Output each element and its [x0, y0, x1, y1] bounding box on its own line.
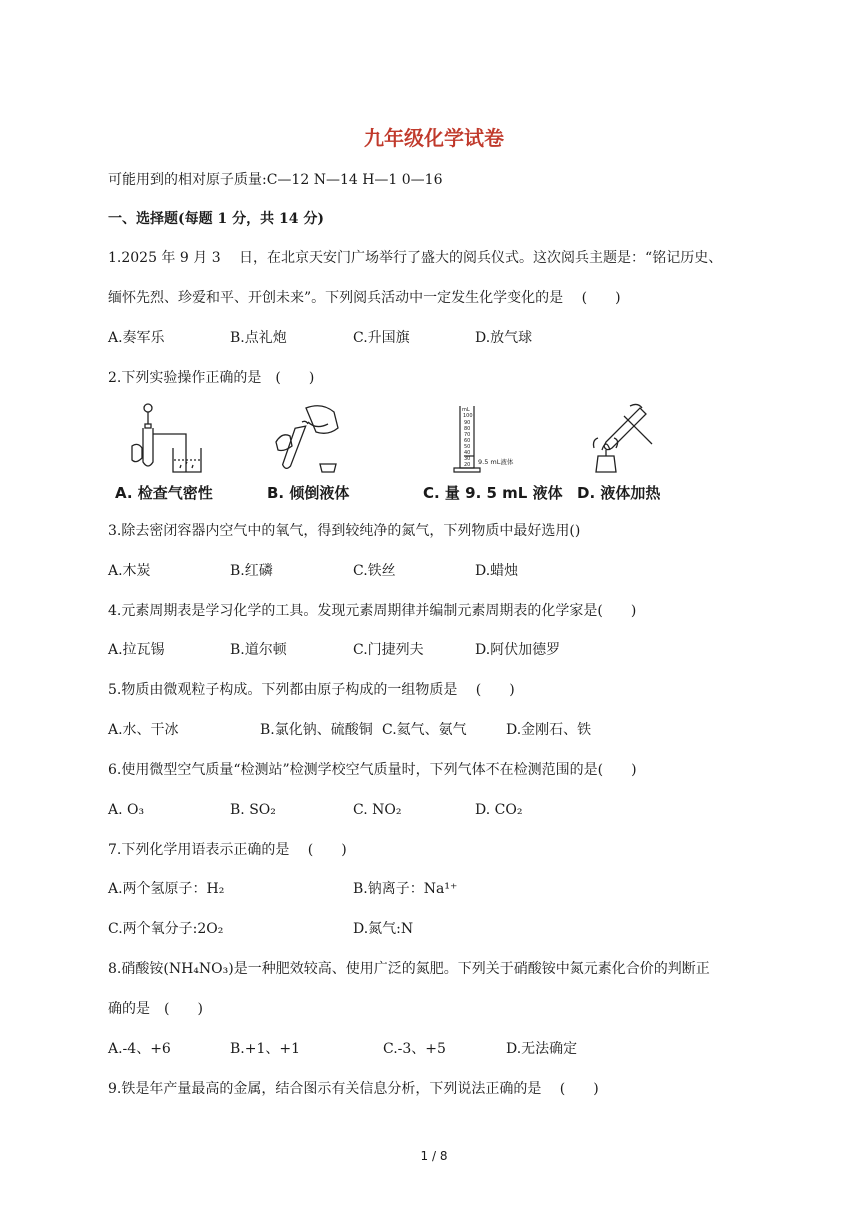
question-5-option-d: D.金刚石、铁 [506, 722, 592, 738]
question-1-option-d: D.放气球 [475, 330, 533, 346]
question-6-stem: 6.使用微型空气质量“检测站”检测学校空气质量时，下列气体不在检测范围的是( ) [108, 762, 637, 778]
question-6-option-b: B. SO₂ [230, 802, 276, 818]
question-2-option-d: D. 液体加热 [577, 484, 661, 502]
question-4-option-c: C.门捷列夫 [353, 642, 424, 658]
question-5-option-b: B.氯化钠、硫酸铜 [260, 722, 373, 738]
question-6-option-c: C. NO₂ [353, 802, 402, 818]
cylinder-tick-60: 60 [464, 438, 471, 444]
question-4-option-d: D.阿伏加德罗 [475, 642, 561, 658]
question-7-option-c: C.两个氧分子:2O₂ [108, 921, 224, 937]
question-8-option-d: D.无法确定 [506, 1041, 578, 1057]
question-5-option-c: C.氦气、氨气 [382, 722, 467, 738]
cylinder-reading-label: 9.5 mL液体 [478, 458, 514, 466]
question-8-option-b: B.+1、+1 [230, 1041, 301, 1057]
question-1-line-2: 缅怀先烈、珍爱和平、开创未来”。下列阅兵活动中一定发生化学变化的是 ( ) [108, 290, 621, 306]
question-7-option-b: B.钠离子：Na¹⁺ [353, 881, 458, 897]
question-9-stem: 9.铁是年产量最高的金属，结合图示有关信息分析，下列说法正确的是 ( ) [108, 1081, 599, 1097]
question-3-option-b: B.红磷 [230, 563, 273, 579]
atomic-masses-note: 可能用到的相对原子质量:C—12 N—14 H—1 0—16 [108, 172, 443, 188]
question-4-stem: 4.元素周期表是学习化学的工具。发现元素周期律并编制元素周期表的化学家是( ) [108, 603, 637, 619]
question-3-stem: 3.除去密闭容器内空气中的氧气，得到较纯净的氮气，下列物质中最好选用() [108, 523, 581, 539]
cylinder-tick-80: 80 [464, 426, 471, 432]
question-4-option-a: A.拉瓦锡 [108, 642, 165, 658]
question-5-stem: 5.物质由微观粒子构成。下列都由原子构成的一组物质是 ( ) [108, 682, 515, 698]
question-7-stem: 7.下列化学用语表示正确的是 ( ) [108, 842, 347, 858]
question-1-option-a: A.奏军乐 [108, 330, 165, 346]
cylinder-tick-30: 30 [464, 456, 471, 462]
question-1-option-b: B.点礼炮 [230, 330, 287, 346]
page-number: 1 / 8 [420, 1149, 448, 1163]
cylinder-tick-50: 50 [464, 444, 471, 450]
question-6-option-d: D. CO₂ [475, 802, 523, 818]
page-title: 九年级化学试卷 [364, 126, 504, 150]
cylinder-tick-100: 100 [463, 413, 473, 419]
heating-liquid-figure [580, 402, 660, 476]
question-7-option-a: A.两个氢原子：H₂ [108, 881, 225, 897]
question-3-option-d: D.蜡烛 [475, 563, 519, 579]
question-1-option-c: C.升国旗 [353, 330, 410, 346]
cylinder-tick-40: 40 [464, 450, 471, 456]
cylinder-tick-70: 70 [464, 432, 471, 438]
question-2-option-b: B. 倾倒液体 [267, 484, 350, 502]
graduated-cylinder-figure [450, 402, 550, 476]
question-8-line-2: 确的是 ( ) [108, 1001, 203, 1017]
section-heading: 一、选择题(每题 1 分，共 14 分) [108, 211, 324, 227]
cylinder-tick-20: 20 [464, 462, 471, 468]
cylinder-unit-label: mL [462, 407, 470, 413]
question-7-option-d: D.氮气:N [353, 921, 414, 937]
cylinder-tick-90: 90 [464, 420, 471, 426]
question-8-line-1: 8.硝酸铵(NH₄NO₃)是一种肥效较高、使用广泛的氮肥。下列关于硝酸铵中氮元素化合价的判断正 [108, 961, 710, 977]
question-6-option-a: A. O₃ [108, 802, 145, 818]
question-2-option-c: C. 量 9. 5 mL 液体 [423, 484, 563, 502]
question-5-option-a: A.水、干冰 [108, 722, 179, 738]
question-4-option-b: B.道尔顿 [230, 642, 287, 658]
question-3-option-c: C.铁丝 [353, 563, 396, 579]
question-8-option-a: A.-4、+6 [108, 1041, 171, 1057]
question-3-option-a: A.木炭 [108, 563, 151, 579]
pouring-liquid-figure [272, 402, 352, 476]
question-2-option-a: A. 检查气密性 [115, 484, 213, 502]
question-8-option-c: C.-3、+5 [383, 1041, 446, 1057]
question-2-stem: 2.下列实验操作正确的是 ( ) [108, 370, 315, 386]
airtightness-check-figure [128, 402, 208, 476]
question-1-line-1: 1.2025 年 9 月 3 日，在北京天安门广场举行了盛大的阅兵仪式。这次阅兵主题是：“铭记历史、 [108, 250, 723, 266]
